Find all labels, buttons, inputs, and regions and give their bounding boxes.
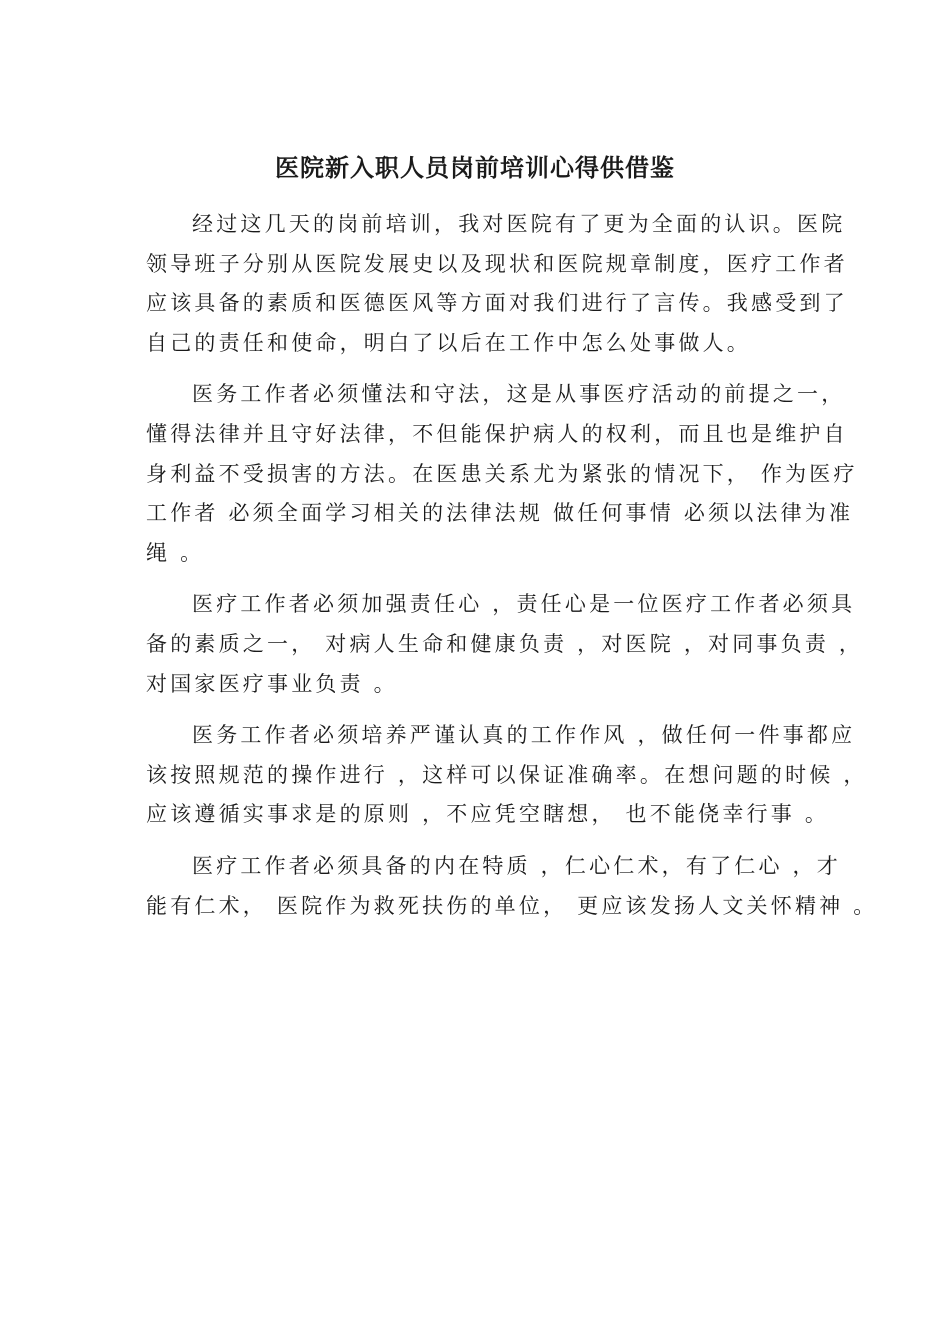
- paragraph-line: 工作者 必须全面学习相关的法律法规 做任何事情 必须以法律为准: [146, 501, 854, 526]
- paragraph-line: 经过这几天的岗前培训，我对医院有了更为全面的认识。医院: [192, 212, 846, 236]
- paragraph-1: [146, 205, 848, 363]
- paragraph-line: 能有仁术， 医院作为救死扶伤的单位， 更应该发扬人文关怀精神 。: [146, 893, 878, 918]
- paragraph-line: 医务工作者必须懂法和守法，这是从事医疗活动的前提之一，: [192, 382, 846, 407]
- paragraph-line: 医疗工作者必须具备的内在特质 ，仁心仁术，有了仁心 ，才: [192, 853, 841, 878]
- paragraph-line: 领导班子分别从医院发展史以及现状和医院规章制度，医疗工作者: [146, 251, 848, 276]
- paragraph-2: [146, 375, 858, 573]
- paragraph-5: [146, 847, 878, 926]
- document-body: [146, 205, 878, 938]
- paragraph-line: 备的素质之一， 对病人生命和健康负责 ，对医院 ，对同事负责 ，: [146, 631, 864, 656]
- paragraph-line: 对国家医疗事业负责 。: [146, 671, 398, 696]
- document-title: 医院新入职人员岗前培训心得供借鉴: [275, 153, 675, 182]
- paragraph-line: 自己的责任和使命，明白了以后在工作中怎么处事做人。: [146, 330, 751, 355]
- paragraph-line: 应该具备的素质和医德医风等方面对我们进行了言传。我感受到了: [146, 291, 848, 316]
- paragraph-line: 该按照规范的操作进行 ，这样可以保证准确率。在想问题的时候 ，: [146, 762, 868, 787]
- paragraph-4: [146, 716, 868, 835]
- paragraph-3: [146, 585, 864, 704]
- paragraph-line: 绳 。: [146, 540, 205, 565]
- paragraph-line: 身利益不受损害的方法。在医患关系尤为紧张的情况下， 作为医疗: [146, 461, 858, 486]
- paragraph-line: 懂得法律并且守好法律，不但能保护病人的权利，而且也是维护自: [146, 421, 848, 446]
- paragraph-line: 应该遵循实事求是的原则 ，不应凭空瞎想， 也不能侥幸行事 。: [146, 802, 830, 827]
- paragraph-line: 医疗工作者必须加强责任心 ，责任心是一位医疗工作者必须具: [192, 592, 856, 617]
- paragraph-line: 医务工作者必须培养严谨认真的工作作风 ，做任何一件事都应: [192, 723, 856, 748]
